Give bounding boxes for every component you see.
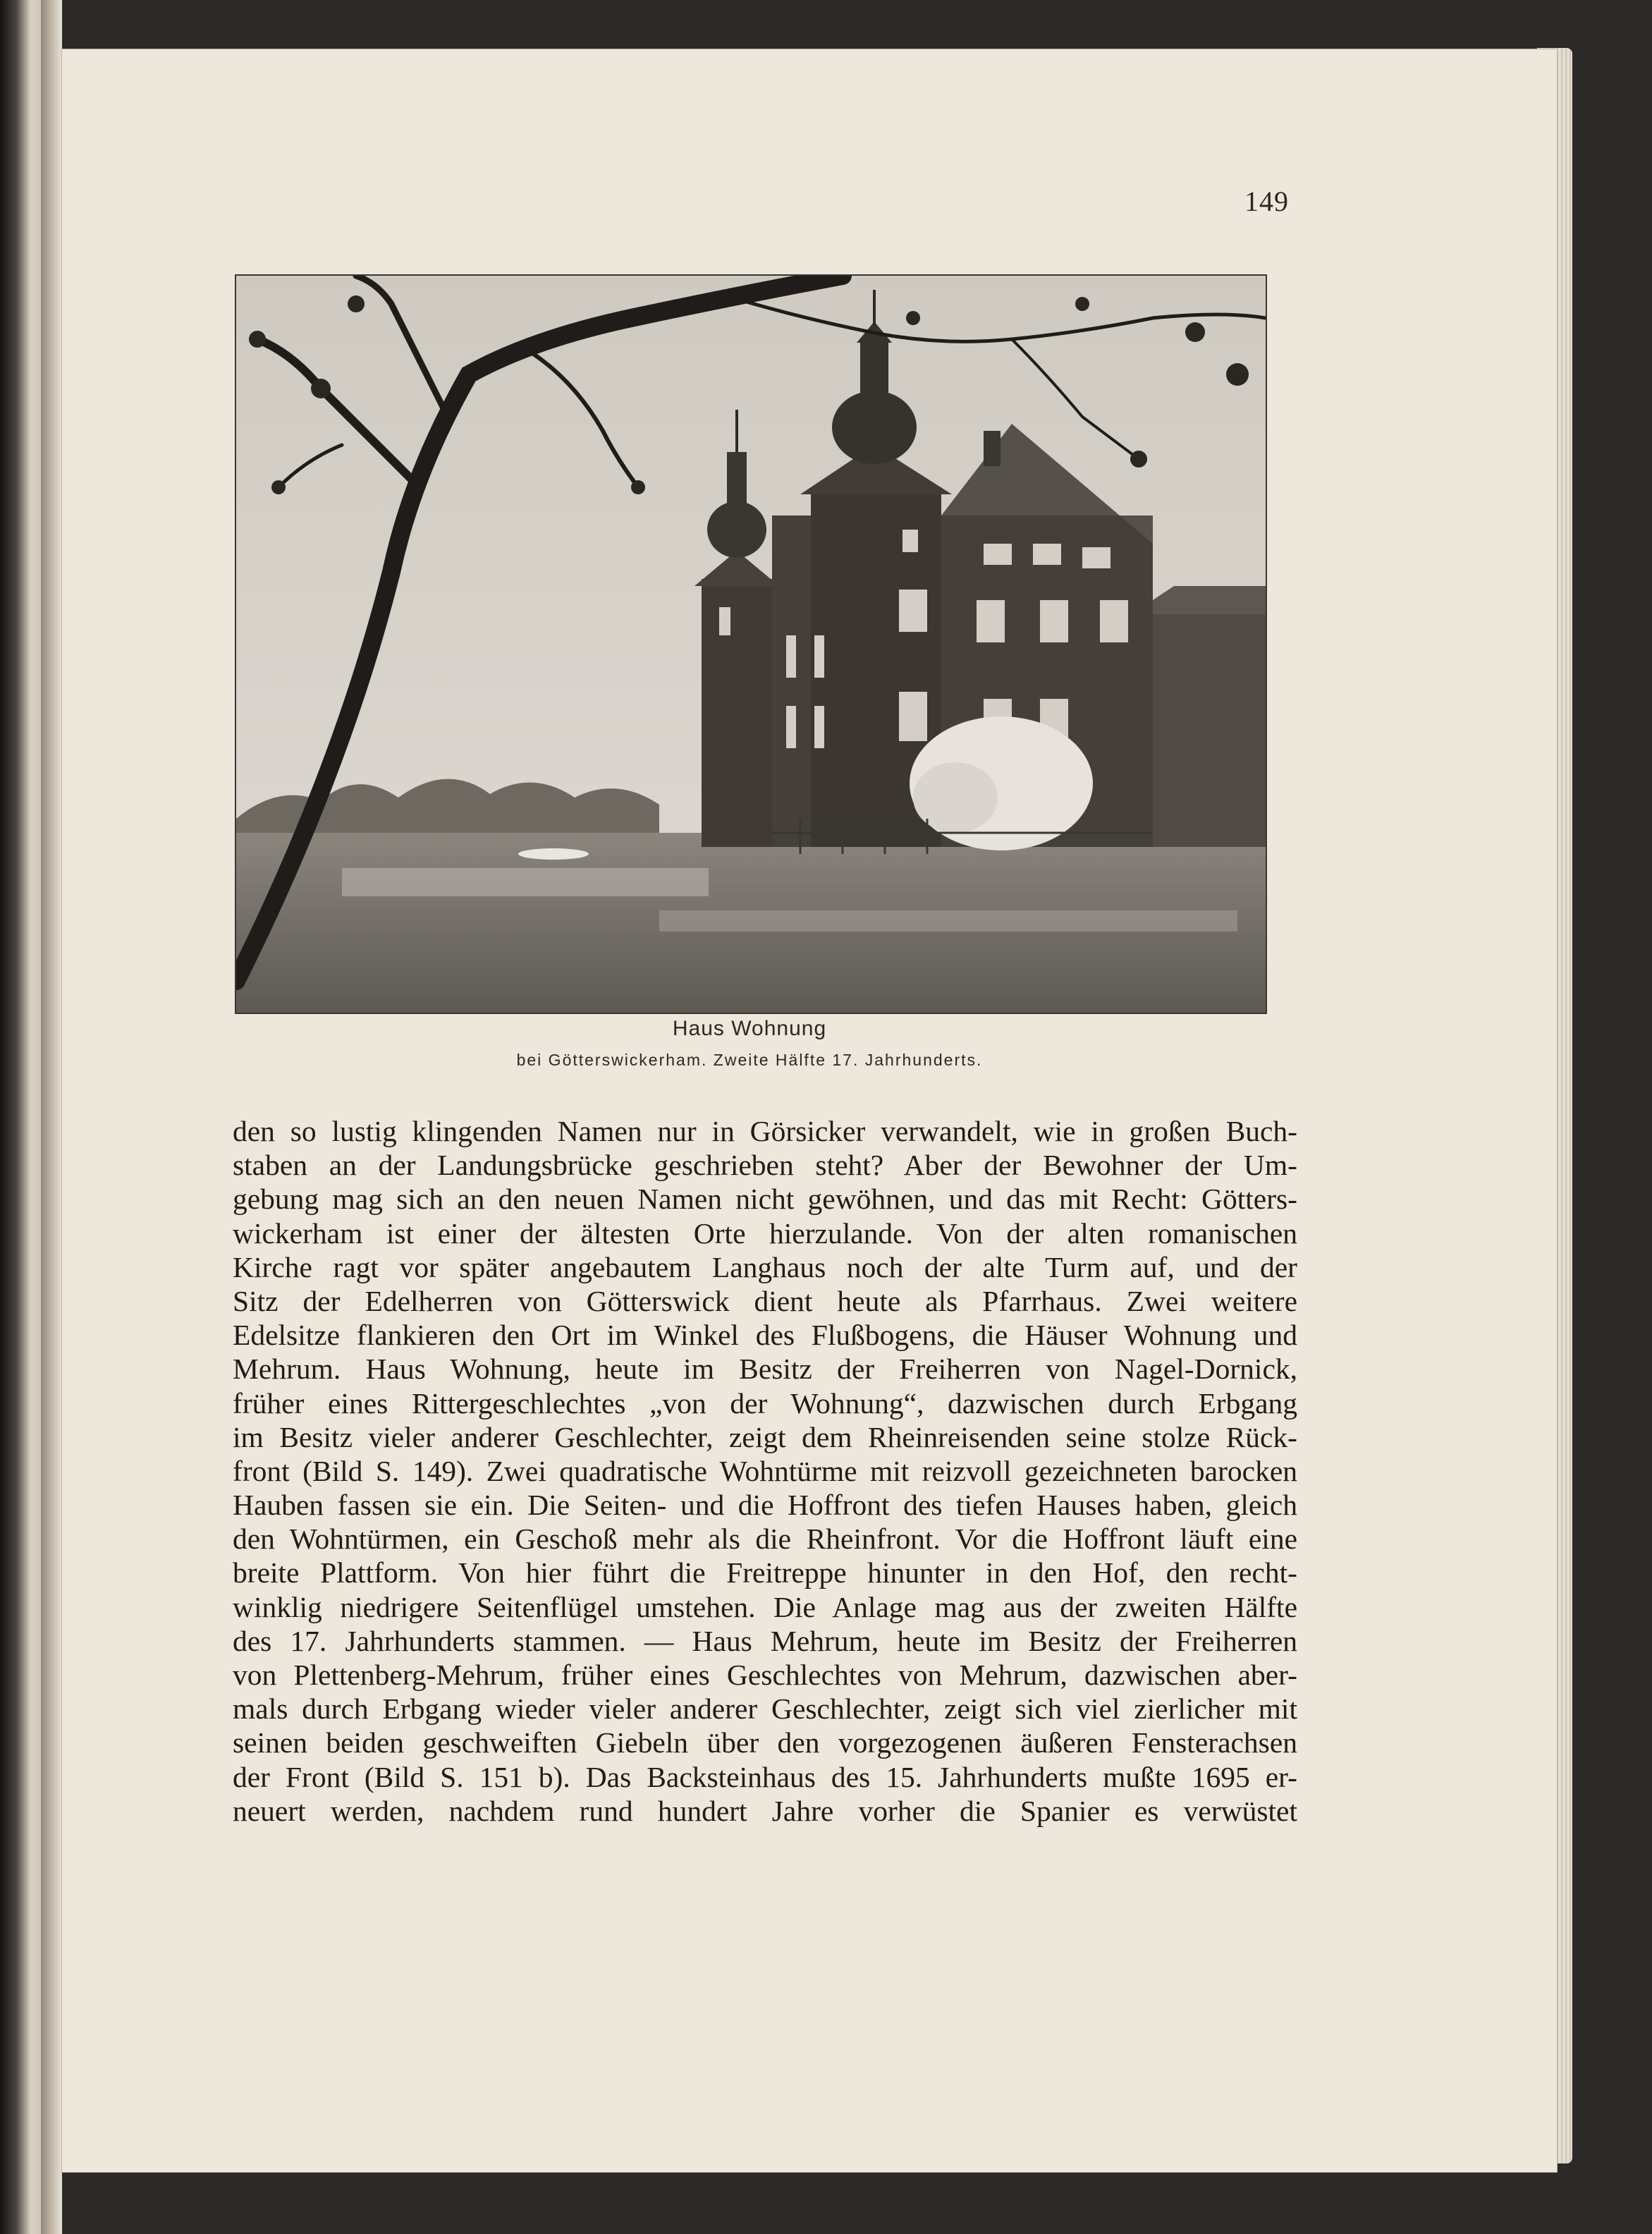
page-number: 149 — [1244, 185, 1289, 217]
text-line: neuert werden, nachdem rund hundert Jahre vorher die Spanier es verwüstet — [233, 1794, 1297, 1827]
text-line: winklig niedrigere Seitenflügel umstehen. Die Anlage mag aus der zweiten Hälfte — [233, 1590, 1297, 1623]
text-line: Mehrum. Haus Wohnung, heute im Besitz der Freiherren von Nagel-Dornick, — [233, 1353, 1297, 1386]
text-line: Edelsitze flankieren den Ort im Winkel des Flußbogens, die Häuser Wohnung und — [233, 1319, 1297, 1352]
text-line: front (Bild S. 149). Zwei quadratische Wohntürme mit reizvoll gezeichneten barocken — [233, 1454, 1297, 1487]
figure-title: Haus Wohnung — [672, 1017, 827, 1040]
text-line: seinen beiden geschweiften Giebeln über den vorgezogenen äußeren Fensterachsen — [233, 1726, 1297, 1759]
text-line: von Plettenberg-Mehrum, früher eines Geschlechtes von Mehrum, dazwischen aber- — [233, 1659, 1297, 1691]
text-line: Kirche ragt vor später angebautem Langhaus noch der alte Turm auf, und der — [233, 1250, 1297, 1283]
text-line: den so lustig klingenden Namen nur in Görsicker verwandelt, wie in großen Buch- — [233, 1115, 1297, 1147]
text-line: im Besitz vieler anderer Geschlechter, zeigt dem Rheinreisenden seine stolze Rück- — [233, 1420, 1297, 1453]
text-line: breite Plattform. Von hier führt die Freitreppe hinunter in den Hof, den recht- — [233, 1556, 1297, 1589]
text-line: früher eines Rittergeschlechtes „von der Wohnung“, dazwischen durch Erbgang — [233, 1386, 1297, 1420]
previous-page-edge — [0, 0, 41, 2234]
text-line: der Front (Bild S. 151 b). Das Backsteinhaus des 15. Jahrhunderts mußte 1695 er- — [233, 1760, 1297, 1793]
text-line: gebung mag sich an den neuen Namen nicht gewöhnen, und das mit Recht: Götters- — [233, 1183, 1297, 1216]
figure-subtitle: bei Götterswickerham. Zweite Hälfte 17. Jahrhunderts. — [516, 1051, 983, 1069]
book-gutter — [41, 0, 62, 2234]
text-line: des 17. Jahrhunderts stammen. — Haus Mehrum, heute im Besitz der Freiherren — [233, 1624, 1297, 1657]
text-line: staben an der Landungsbrücke geschrieben steht? Aber der Bewohner der Um- — [233, 1149, 1297, 1182]
body-text — [233, 1114, 1297, 1828]
text-line: wickerham ist einer der ältesten Orte hierzulande. Von der alten romanischen — [233, 1216, 1297, 1250]
text-line: Hauben fassen sie ein. Die Seiten- und die Hoffront des tiefen Hauses haben, gleich — [233, 1489, 1297, 1522]
text-line: den Wohntürmen, ein Geschoß mehr als die Rheinfront. Vor die Hoffront läuft eine — [233, 1522, 1297, 1556]
castle-photograph — [235, 274, 1267, 1014]
text-line: mals durch Erbgang wieder vieler anderer Geschlechter, zeigt sich viel zierlicher mit — [233, 1692, 1297, 1726]
text-line: Sitz der Edelherren von Götterswick dient heute als Pfarrhaus. Zwei weitere — [233, 1284, 1297, 1317]
